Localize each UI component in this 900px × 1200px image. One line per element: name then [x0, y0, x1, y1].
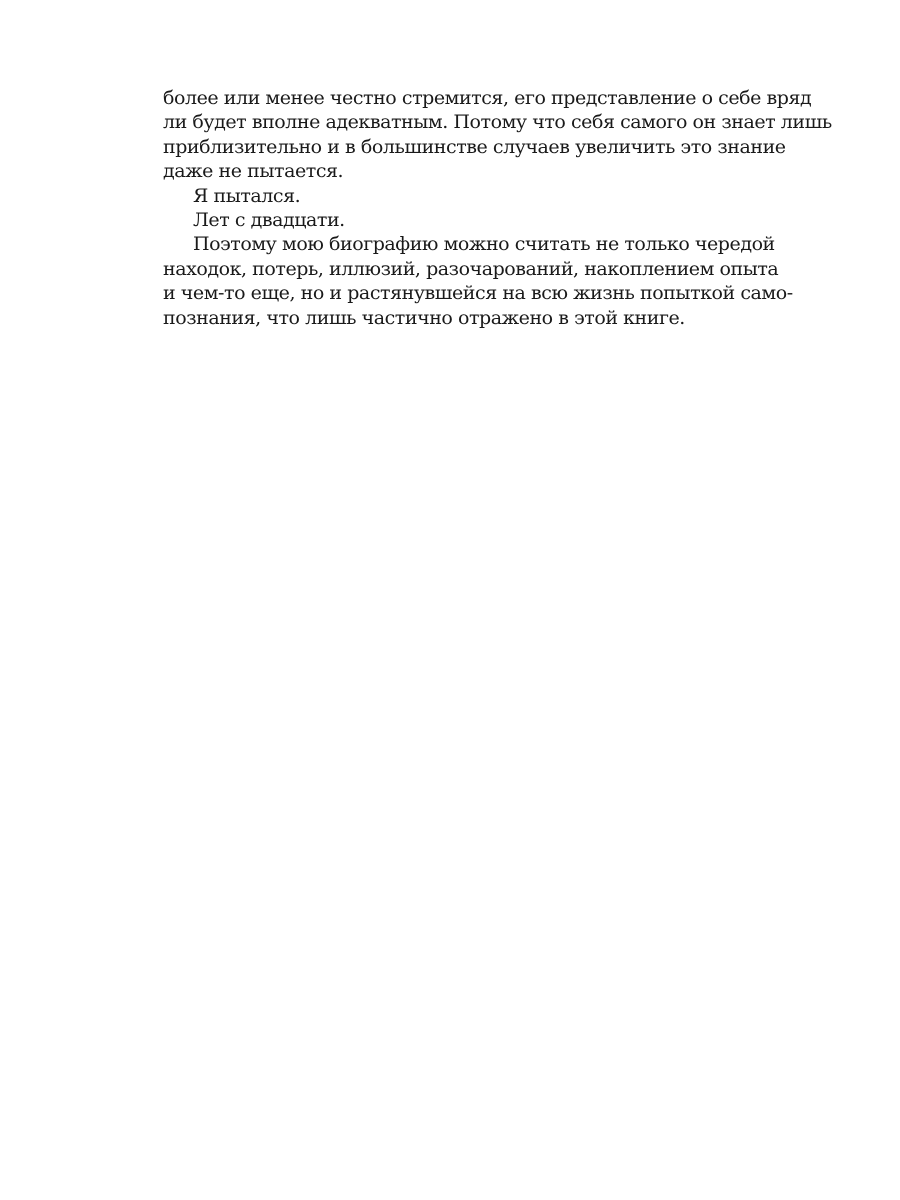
text-line: находок, потерь, иллюзий, разочарований, накоплением опыта [163, 257, 779, 280]
text-line: ли будет вполне адекватным. Потому что себя самого он знает лишь [163, 111, 832, 134]
text-line: более или менее честно стремится, его представление о себе вряд [163, 87, 812, 109]
paragraph-1 [163, 86, 832, 184]
text-line: Поэтому мою биографию можно считать не только чередой [193, 233, 775, 256]
text-line: даже не пытается. [163, 160, 344, 183]
text-line: Я пытался. [193, 184, 301, 207]
body-text [163, 86, 832, 330]
text-line: познания, что лишь частично отражено в этой книге. [163, 306, 685, 329]
paragraph-4 [163, 232, 793, 330]
paragraph-2 [163, 184, 769, 208]
text-line: Лет с двадцати. [193, 209, 345, 232]
text-line: и чем-то еще, но и растянувшейся на всю жизнь попыткой само- [163, 282, 793, 305]
text-line: приблизительно и в большинстве случаев увеличить это знание [163, 135, 786, 158]
paragraph-3 [163, 208, 769, 232]
